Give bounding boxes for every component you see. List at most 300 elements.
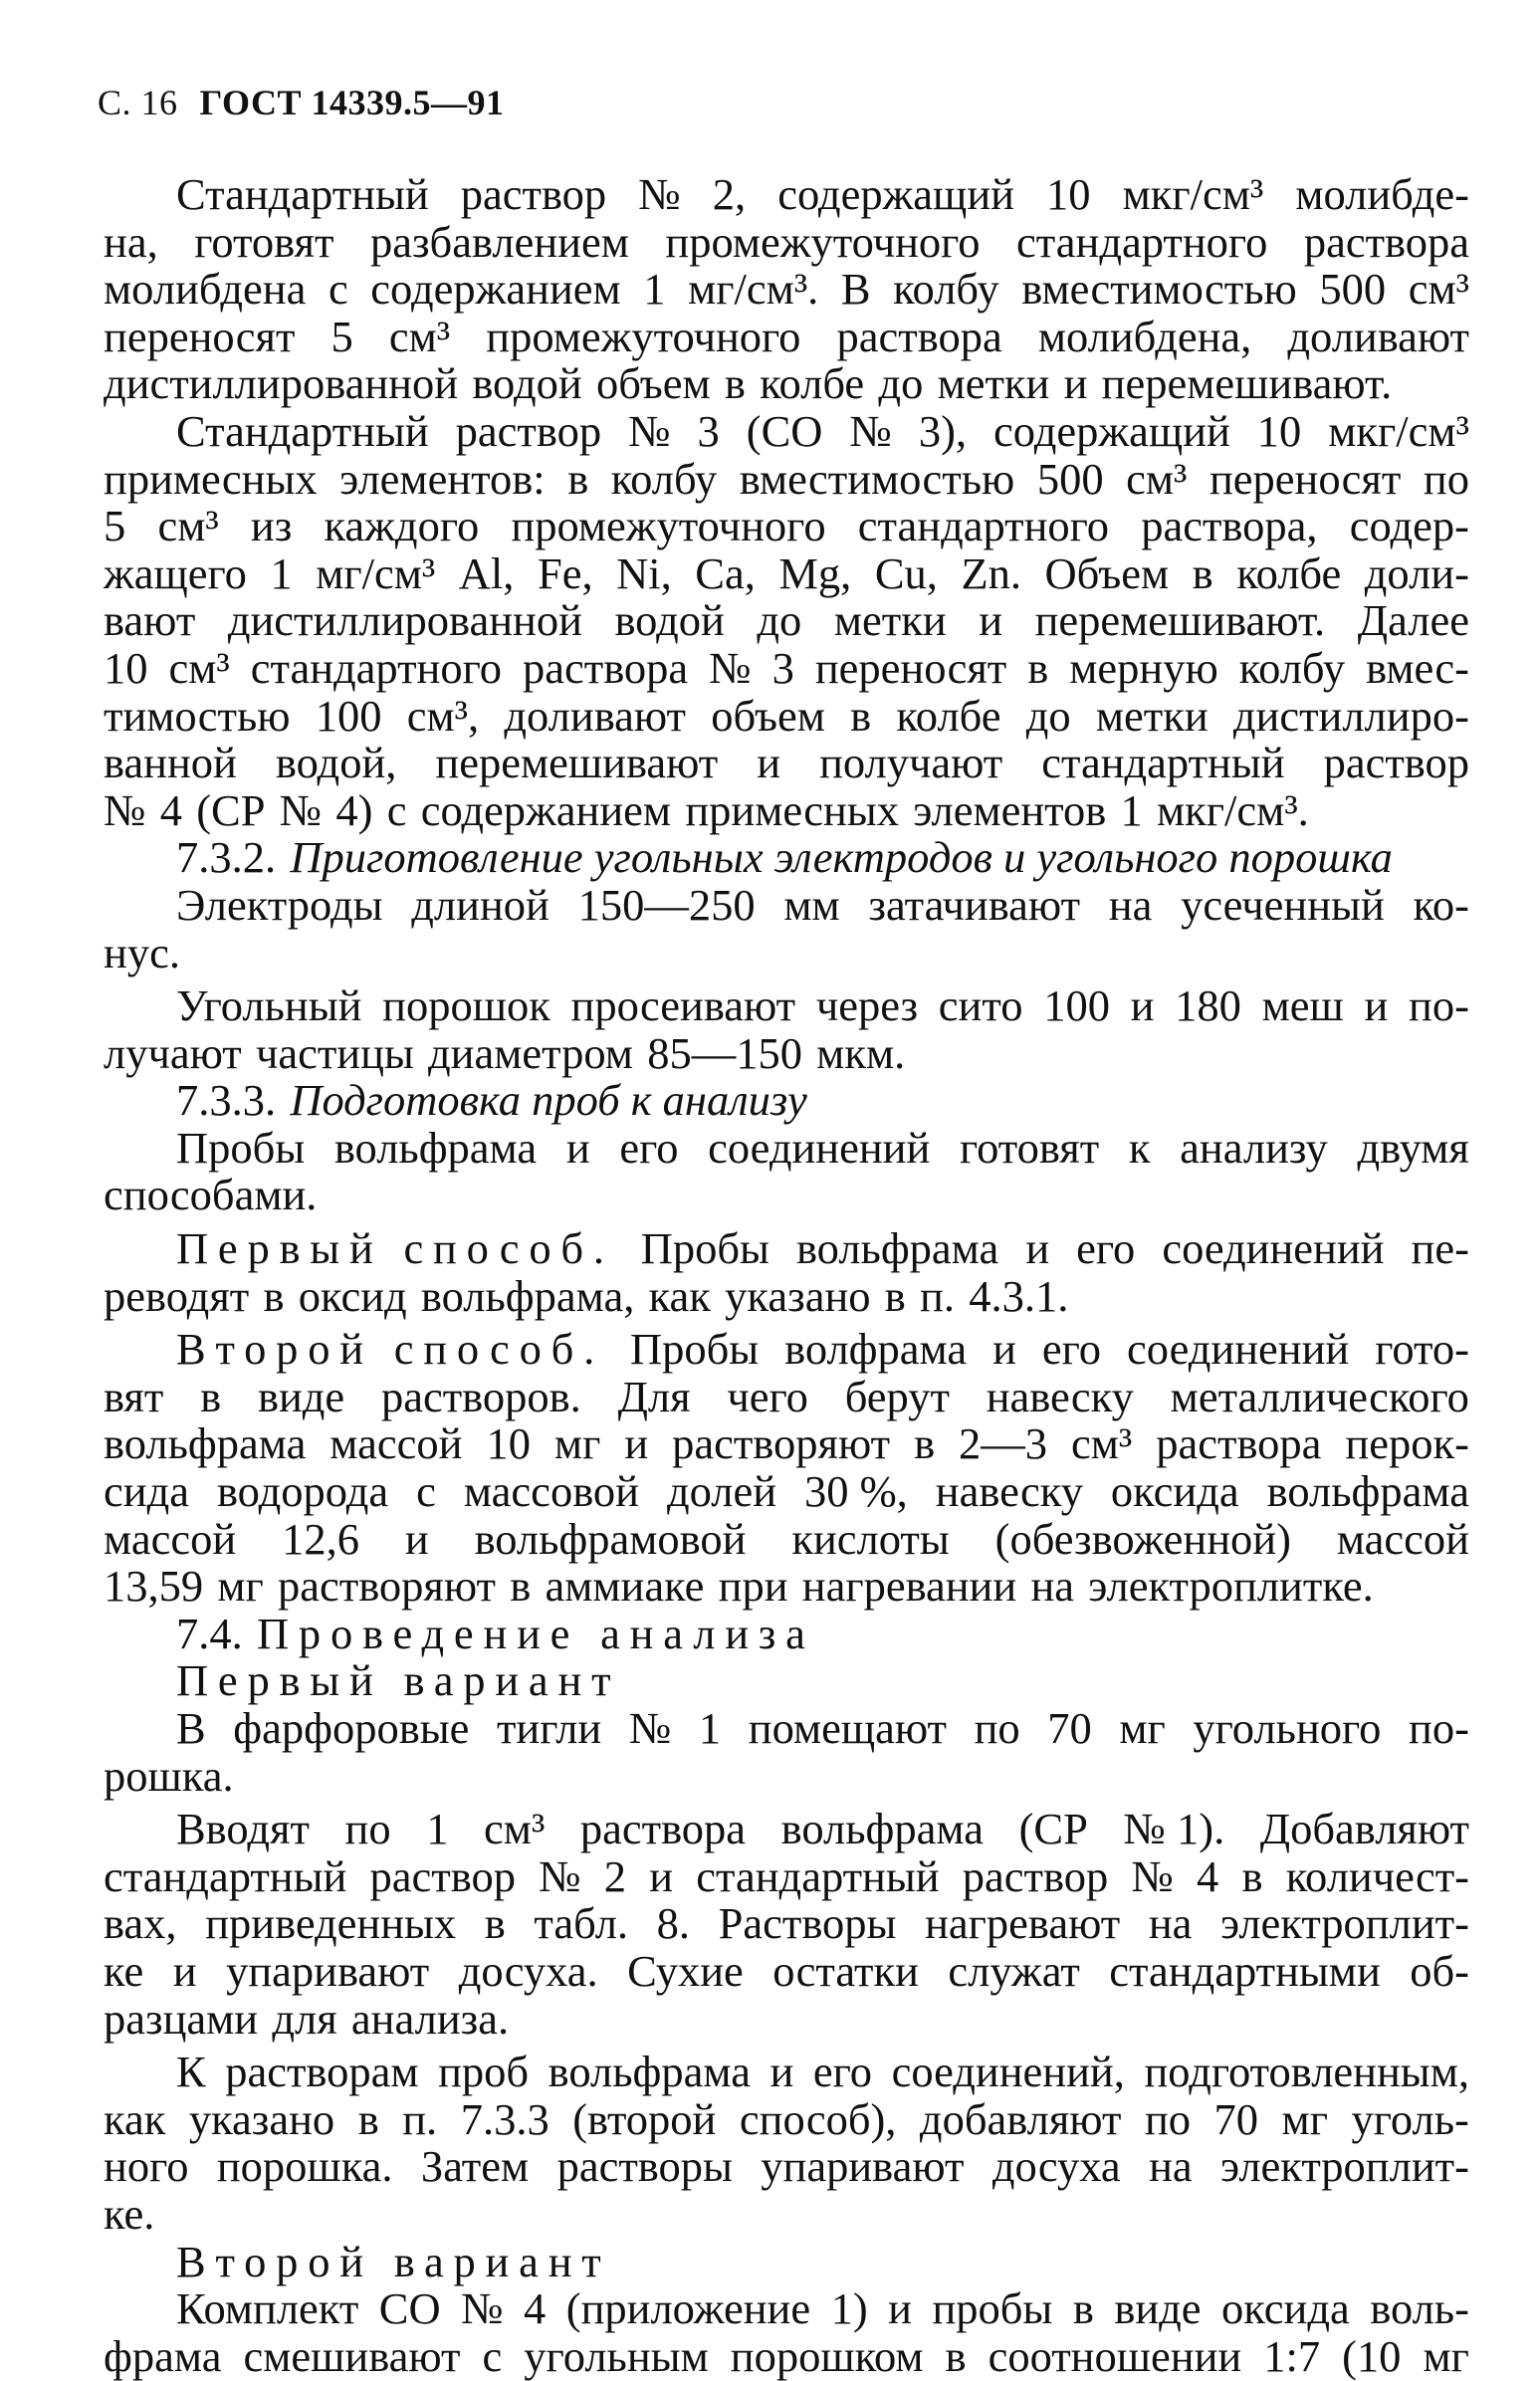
word: вольфрама bbox=[548, 2047, 751, 2097]
word: № bbox=[709, 642, 752, 693]
word: 4 bbox=[524, 2283, 547, 2334]
word: длиной bbox=[411, 879, 550, 930]
word: дистиллиро- bbox=[1232, 690, 1469, 741]
text-line bbox=[104, 1806, 1469, 1853]
word: (СР bbox=[196, 784, 266, 835]
word: объем bbox=[595, 358, 711, 409]
word: фрама bbox=[104, 2330, 222, 2381]
word: СО bbox=[378, 2283, 441, 2334]
word: тимостью bbox=[104, 690, 291, 741]
word: Ca, bbox=[695, 547, 756, 598]
word: получают bbox=[819, 738, 1003, 788]
text-line bbox=[104, 784, 1469, 835]
word: промежуточного bbox=[511, 501, 826, 551]
word: по bbox=[344, 1804, 391, 1854]
word: содержанием bbox=[420, 784, 672, 835]
word: Пробы bbox=[629, 1324, 760, 1375]
word: стандартного bbox=[857, 501, 1110, 551]
word: на bbox=[1108, 879, 1153, 930]
word: проб bbox=[438, 2047, 530, 2097]
word: и bbox=[888, 2283, 912, 2334]
word: содержанием bbox=[370, 264, 621, 315]
word: по- bbox=[1409, 1703, 1469, 1753]
word: промежуточного bbox=[486, 311, 801, 361]
word: приведенных bbox=[205, 1898, 457, 1949]
word: Fe, bbox=[537, 547, 593, 598]
word: по bbox=[974, 1703, 1020, 1753]
word: доливают bbox=[1287, 311, 1469, 361]
word: метки bbox=[937, 358, 1050, 409]
word: из bbox=[250, 501, 293, 551]
text-line bbox=[104, 1657, 1469, 1705]
word: добавляют bbox=[919, 2093, 1122, 2144]
word: аммиаке bbox=[545, 1561, 705, 1612]
text-line bbox=[104, 2236, 1469, 2286]
word: в bbox=[724, 358, 746, 409]
section-heading: Подготовка проб к анализу bbox=[290, 1075, 807, 1126]
word: к bbox=[1128, 1122, 1151, 1173]
word: разцами bbox=[104, 1993, 259, 2044]
word: Затем bbox=[420, 2141, 530, 2192]
text-line bbox=[104, 1077, 1469, 1125]
text-line bbox=[104, 1705, 1469, 1753]
word: колбе bbox=[896, 690, 1001, 741]
word: досуха bbox=[991, 2141, 1121, 2192]
word: см³ bbox=[157, 501, 219, 551]
word: Далее bbox=[1357, 595, 1469, 646]
word: № bbox=[1131, 1850, 1174, 1901]
word: упаривают bbox=[226, 1945, 430, 1996]
text-line bbox=[104, 740, 1469, 787]
word: Al, bbox=[458, 547, 515, 598]
word: фарфоровые bbox=[233, 1703, 470, 1753]
word: № bbox=[539, 1850, 581, 1901]
word: содер- bbox=[1349, 501, 1469, 551]
spaced-heading: Второй способ. bbox=[176, 1324, 604, 1375]
word: как bbox=[648, 1270, 711, 1321]
word: колбе bbox=[1236, 547, 1342, 598]
word: готовят bbox=[959, 1122, 1100, 1173]
word: (второй bbox=[572, 2093, 717, 2144]
word: Mg, bbox=[778, 547, 852, 598]
word: растворов. bbox=[380, 1371, 581, 1421]
word: по bbox=[1423, 453, 1469, 504]
word: подготовленным, bbox=[1144, 2047, 1469, 2097]
word: 3 bbox=[697, 405, 720, 456]
word: Для bbox=[617, 1371, 691, 1421]
word: с bbox=[482, 2330, 503, 2381]
word: содержащий bbox=[777, 169, 1014, 219]
word: в bbox=[263, 1270, 285, 1321]
text-line bbox=[104, 1371, 1469, 1421]
word: оксида bbox=[1221, 2283, 1350, 2334]
word: на bbox=[1149, 2141, 1193, 2192]
word: массой bbox=[330, 1418, 463, 1469]
word: пе- bbox=[1411, 1223, 1469, 1274]
word: его bbox=[1076, 1223, 1136, 1274]
text-line bbox=[104, 2049, 1469, 2096]
word: элементов bbox=[913, 784, 1107, 835]
word: Вводят bbox=[176, 1804, 310, 1854]
spaced-heading: Второй вариант bbox=[176, 2236, 611, 2286]
word: долей bbox=[666, 1466, 777, 1517]
word: готовят bbox=[194, 216, 334, 267]
word: вольфрама bbox=[795, 1223, 999, 1274]
word: остатки bbox=[772, 1945, 919, 1996]
word: частицы bbox=[255, 1027, 414, 1078]
word: с bbox=[416, 1466, 436, 1517]
word: и bbox=[770, 2047, 794, 2097]
word: до bbox=[757, 595, 802, 646]
word: тигли bbox=[496, 1703, 602, 1753]
word: в bbox=[884, 1270, 906, 1321]
word: вят bbox=[104, 1371, 164, 1421]
word: примесных bbox=[685, 784, 899, 835]
word: 70 bbox=[1047, 1703, 1092, 1753]
word: в bbox=[200, 1371, 222, 1421]
word: стандартный bbox=[104, 1850, 347, 1901]
word: в bbox=[914, 1418, 936, 1469]
word: см³ bbox=[1408, 264, 1469, 315]
word: стандартного bbox=[250, 642, 503, 693]
word: его bbox=[619, 1122, 679, 1173]
word: 10 bbox=[486, 1418, 531, 1469]
word: раствора, bbox=[1141, 501, 1318, 551]
word: волфрама bbox=[784, 1324, 968, 1375]
word: в bbox=[1072, 2283, 1094, 2334]
word: 5 bbox=[104, 501, 126, 551]
word: 1 bbox=[643, 264, 666, 315]
word: доли- bbox=[1364, 547, 1469, 598]
word: массовой bbox=[463, 1466, 639, 1517]
word: порошок bbox=[382, 980, 550, 1031]
word: растворам bbox=[225, 2047, 419, 2097]
word: см³ bbox=[484, 1804, 546, 1854]
text-line bbox=[104, 360, 1469, 408]
word: стандартный bbox=[1041, 738, 1285, 788]
spaced-heading: Первый вариант bbox=[176, 1655, 621, 1706]
word: № 1). bbox=[1123, 1804, 1225, 1854]
word: Объем bbox=[1044, 547, 1170, 598]
word: и bbox=[172, 1945, 197, 1996]
word: раствор bbox=[455, 405, 602, 456]
word: мм bbox=[783, 879, 840, 930]
word: сида bbox=[104, 1466, 189, 1517]
word: просеивают bbox=[570, 980, 796, 1031]
word: смешивают bbox=[243, 2330, 461, 2381]
word: см³ bbox=[388, 311, 451, 361]
word: его bbox=[812, 2047, 873, 2097]
word: раствор bbox=[369, 1850, 516, 1901]
text-line bbox=[104, 1563, 1469, 1611]
word: соотношении bbox=[988, 2330, 1242, 2381]
word: перемешивают bbox=[435, 738, 719, 788]
word: Стандартный bbox=[176, 405, 429, 456]
word: (СО bbox=[746, 405, 823, 456]
word: с bbox=[386, 784, 407, 835]
word: растворы bbox=[556, 2141, 733, 2192]
word: 7.3.2. bbox=[176, 832, 277, 883]
word: каждого bbox=[324, 501, 480, 551]
word: порошком bbox=[730, 2330, 924, 2381]
word: Zn. bbox=[961, 547, 1021, 598]
word: затачивают bbox=[868, 879, 1081, 930]
word: 1:7 bbox=[1263, 2330, 1321, 2381]
word: до bbox=[1025, 690, 1071, 741]
word: доливают bbox=[504, 690, 686, 741]
word: объем bbox=[711, 690, 825, 741]
text-line bbox=[104, 547, 1469, 598]
word: Сухие bbox=[627, 1945, 744, 1996]
word: в bbox=[1027, 642, 1049, 693]
word: для bbox=[272, 1993, 337, 2044]
word: пробы bbox=[932, 2283, 1053, 2334]
word: количест- bbox=[1285, 1850, 1469, 1901]
word: дистиллированной bbox=[227, 595, 582, 646]
word: водой, bbox=[275, 738, 397, 788]
word: раствора bbox=[1303, 216, 1469, 267]
word: перемешивают. bbox=[1034, 595, 1326, 646]
word: колбу bbox=[610, 453, 718, 504]
word: при bbox=[718, 1561, 788, 1612]
word: вольфрамовой bbox=[474, 1513, 747, 1564]
word: вольфрама bbox=[780, 1804, 984, 1854]
word: К bbox=[176, 2047, 206, 2097]
word: 7.3.3. bbox=[176, 1075, 277, 1126]
word: 7.3.3 bbox=[460, 2093, 550, 2144]
text-line bbox=[104, 311, 1469, 361]
text-line bbox=[104, 1608, 1469, 1658]
word: электроплитке. bbox=[1088, 1561, 1374, 1612]
word: в bbox=[1192, 547, 1213, 598]
word: 180 bbox=[1175, 980, 1241, 1031]
word: содержащий bbox=[993, 405, 1230, 456]
word: в bbox=[357, 2093, 379, 2144]
word: молибдена bbox=[104, 264, 307, 315]
word: его bbox=[1041, 1324, 1102, 1375]
word: (10 bbox=[1342, 2330, 1402, 2381]
word: мг bbox=[1423, 2330, 1469, 2381]
word: гото- bbox=[1375, 1324, 1469, 1375]
word: 10 bbox=[1256, 405, 1302, 456]
word: № bbox=[279, 784, 323, 835]
text-line bbox=[104, 1326, 1469, 1374]
word: соединений, bbox=[891, 2047, 1125, 2097]
word: металлического bbox=[1170, 1371, 1469, 1421]
word: усеченный bbox=[1181, 879, 1385, 930]
word: перемешивают. bbox=[1101, 358, 1393, 409]
word: мкг/см³ bbox=[1328, 405, 1469, 456]
word: нагревании bbox=[801, 1561, 1017, 1612]
word: элементов: bbox=[339, 453, 546, 504]
word: соединений bbox=[708, 1122, 931, 1173]
word: помещают bbox=[748, 1703, 948, 1753]
word: и bbox=[1063, 358, 1088, 409]
word: мкг/см³ bbox=[1122, 169, 1264, 219]
word: вах, bbox=[104, 1898, 177, 1949]
word: раствора bbox=[836, 311, 1002, 361]
word: № bbox=[638, 169, 681, 219]
text-line bbox=[104, 266, 1469, 314]
standard-number: ГОСТ 14339.5—91 bbox=[199, 83, 505, 122]
word: и bbox=[1130, 980, 1155, 1031]
word: метки bbox=[1095, 690, 1209, 741]
word: 30 %, bbox=[803, 1466, 908, 1517]
body-text bbox=[104, 171, 1469, 2380]
word: ванной bbox=[104, 738, 237, 788]
word: 1 bbox=[1120, 784, 1143, 835]
word: 100 bbox=[315, 690, 382, 741]
word: лучают bbox=[104, 1027, 242, 1078]
word: 7.4. bbox=[176, 1608, 243, 1658]
word: мкг/см³. bbox=[1157, 784, 1309, 835]
text-line bbox=[104, 1270, 1469, 1321]
word: с bbox=[328, 264, 348, 315]
text-line bbox=[104, 1513, 1469, 1564]
word: в bbox=[567, 453, 589, 504]
word: п. bbox=[920, 1270, 955, 1321]
word: массой bbox=[104, 1513, 237, 1564]
word: 100 bbox=[1043, 980, 1110, 1031]
word: на, bbox=[104, 216, 158, 267]
text-line bbox=[104, 405, 1469, 456]
word: стандартный bbox=[696, 1850, 940, 1901]
word: 4 bbox=[159, 784, 182, 835]
word: мг/см³ bbox=[316, 547, 436, 598]
word: навеску bbox=[935, 1466, 1083, 1517]
word: № bbox=[461, 2283, 504, 2334]
word: электроплит- bbox=[1220, 2141, 1469, 2192]
word: мг/см³. bbox=[688, 264, 819, 315]
text-line bbox=[104, 1850, 1469, 1901]
word: (приложение bbox=[565, 2283, 811, 2334]
text-line bbox=[104, 927, 1469, 977]
word: 10 bbox=[104, 642, 148, 693]
word: водой bbox=[614, 595, 725, 646]
word: через bbox=[815, 980, 919, 1031]
text-line bbox=[104, 453, 1469, 504]
word: анализу bbox=[1180, 1122, 1328, 1173]
word: по bbox=[1144, 2093, 1192, 2144]
word: перок- bbox=[1345, 1418, 1469, 1469]
word: 3), bbox=[918, 405, 968, 456]
text-line bbox=[104, 2285, 1469, 2333]
word: на bbox=[1030, 1561, 1075, 1612]
text-line bbox=[104, 1420, 1469, 1468]
word: берут bbox=[844, 1371, 950, 1421]
word: нагревают bbox=[925, 1898, 1121, 1949]
word: кислоты bbox=[791, 1513, 950, 1564]
text-line bbox=[104, 2188, 1469, 2239]
section-heading: Приготовление угольных электродов и угольного порошка bbox=[290, 832, 1393, 883]
word: ко- bbox=[1413, 879, 1469, 930]
word: вают bbox=[104, 595, 196, 646]
text-line bbox=[104, 1225, 1469, 1273]
word: Пробы bbox=[176, 1122, 306, 1173]
word: Добавляют bbox=[1259, 1804, 1469, 1854]
word: № bbox=[849, 405, 892, 456]
word: соединений bbox=[1127, 1324, 1350, 1375]
word: вольфрама bbox=[1266, 1466, 1469, 1517]
word: электроплит- bbox=[1220, 1898, 1469, 1949]
word: Растворы bbox=[718, 1898, 897, 1949]
word: колбу bbox=[1238, 642, 1346, 693]
text-line bbox=[104, 503, 1469, 550]
word: и bbox=[757, 738, 781, 788]
word: меш bbox=[1261, 980, 1344, 1031]
text-line bbox=[104, 1172, 1469, 1219]
word: мг bbox=[1281, 2093, 1328, 2144]
word: В bbox=[176, 1703, 206, 1753]
word: вместимостью bbox=[1021, 264, 1297, 315]
word: 8. bbox=[656, 1898, 691, 1949]
word: разбавлением bbox=[369, 216, 629, 267]
word: и bbox=[565, 1122, 590, 1173]
word: и bbox=[1364, 980, 1389, 1031]
word: молибде- bbox=[1295, 169, 1469, 219]
word: см³, bbox=[406, 690, 480, 741]
word: оксида bbox=[1110, 1466, 1239, 1517]
word: 1 bbox=[426, 1804, 449, 1854]
word: 70 bbox=[1213, 2093, 1259, 2144]
word: мг bbox=[217, 1561, 264, 1612]
word: Ni, bbox=[616, 547, 672, 598]
text-line bbox=[104, 2093, 1469, 2144]
word: (СР bbox=[1018, 1804, 1088, 1854]
word: колбу bbox=[893, 264, 999, 315]
word: 3 bbox=[771, 642, 794, 693]
word: Пробы bbox=[640, 1223, 770, 1274]
word: угольным bbox=[524, 2330, 709, 2381]
word: и bbox=[992, 1324, 1016, 1375]
word: ке. bbox=[104, 2188, 155, 2239]
word: виде bbox=[1114, 2283, 1202, 2334]
word: рошка. bbox=[104, 1750, 234, 1801]
word: виде bbox=[257, 1371, 345, 1421]
word: мг bbox=[1119, 1703, 1166, 1753]
text-line bbox=[104, 2330, 1469, 2381]
word: промежуточного bbox=[665, 216, 981, 267]
word: раствор bbox=[460, 169, 607, 219]
spaced-heading: Проведение анализа bbox=[256, 1608, 815, 1658]
word: вольфрама bbox=[333, 1122, 538, 1173]
word: и bbox=[404, 1513, 429, 1564]
word: 4.3.1. bbox=[969, 1270, 1069, 1321]
word: и bbox=[1025, 1223, 1050, 1274]
word: указано bbox=[725, 1270, 871, 1321]
word: как bbox=[104, 2093, 166, 2144]
word: раствора bbox=[579, 1804, 747, 1854]
word: вмес- bbox=[1366, 642, 1469, 693]
word: стандартными bbox=[1109, 1945, 1381, 1996]
word: способ), bbox=[739, 2093, 897, 2144]
word: 2—3 bbox=[959, 1418, 1048, 1469]
text-line bbox=[104, 1945, 1469, 1996]
word: см³ bbox=[1126, 453, 1188, 504]
page-number: С. 16 bbox=[98, 83, 178, 122]
text-line bbox=[104, 982, 1469, 1030]
text-line bbox=[104, 1750, 1469, 1801]
word: 13,59 bbox=[104, 1561, 204, 1612]
word: жащего bbox=[104, 547, 247, 598]
word: Cu, bbox=[874, 547, 938, 598]
word: раствора bbox=[523, 642, 689, 693]
word: дистиллированной bbox=[104, 358, 459, 409]
text-line bbox=[104, 1468, 1469, 1516]
word: и bbox=[979, 595, 1003, 646]
word: Стандартный bbox=[176, 169, 429, 219]
word: водорода bbox=[216, 1466, 389, 1517]
